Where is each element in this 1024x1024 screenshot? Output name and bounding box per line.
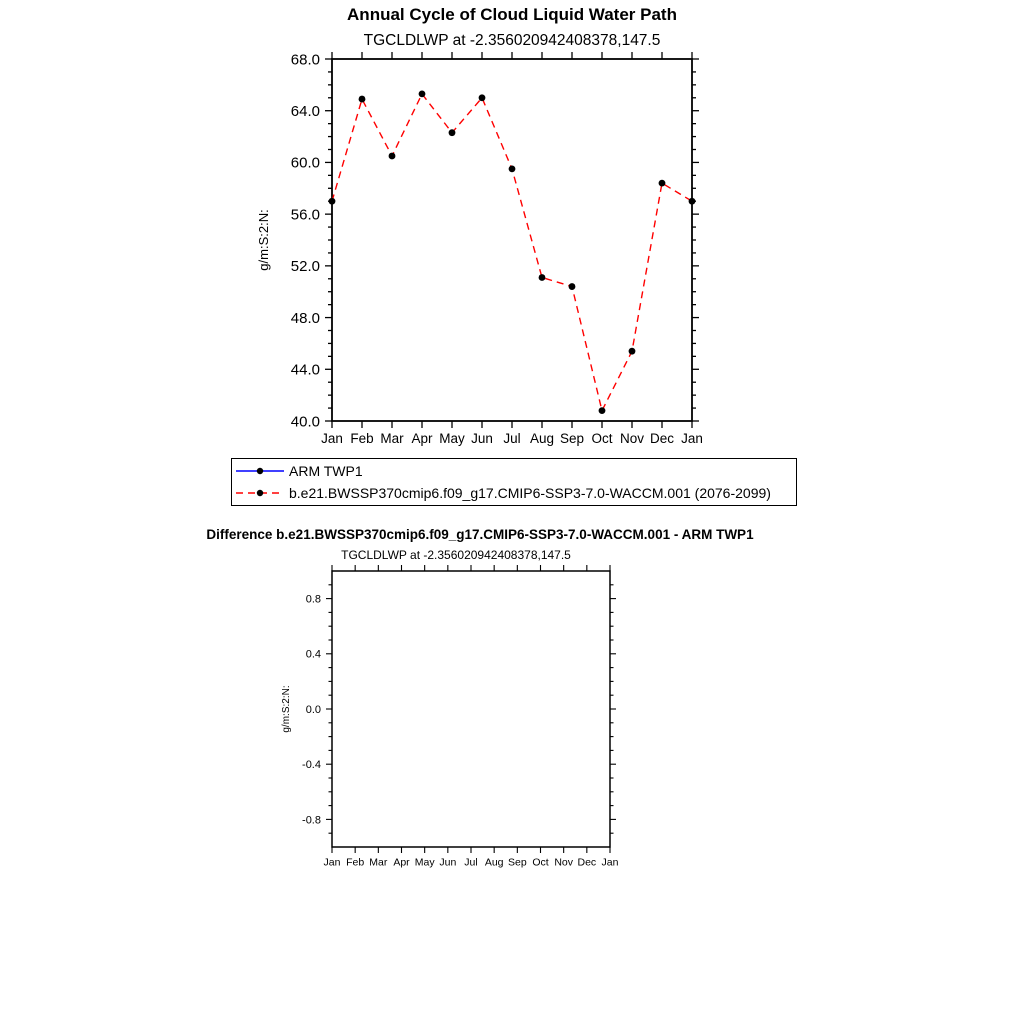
y-tick-label: 0.0 — [305, 703, 321, 716]
legend-marker-model-icon — [257, 490, 263, 496]
data-point-marker — [359, 96, 366, 103]
data-point-marker — [659, 180, 666, 187]
x-tick-label: Sep — [559, 430, 585, 446]
chart2-subtitle: TGCLDLWP at -2.356020942408378,147.5 — [341, 548, 571, 562]
x-tick-label: Oct — [532, 856, 549, 869]
x-tick-label: Apr — [411, 430, 433, 446]
x-tick-label: May — [414, 856, 435, 869]
x-tick-label: Feb — [350, 430, 374, 446]
data-point-marker — [599, 407, 606, 414]
data-point-marker — [419, 91, 426, 98]
y-tick-label: 0.4 — [305, 648, 321, 661]
y-tick-label: 68.0 — [290, 51, 320, 69]
y-tick-label: -0.4 — [302, 759, 321, 772]
x-tick-label: Feb — [346, 856, 365, 869]
plot-frame — [332, 571, 610, 847]
data-point-marker — [569, 283, 576, 290]
data-point-marker — [689, 198, 696, 205]
data-point-marker — [479, 94, 486, 101]
y-tick-label: 60.0 — [290, 154, 320, 172]
data-point-marker — [389, 153, 396, 160]
legend-label-arm-twp1: ARM TWP1 — [289, 463, 363, 479]
chart1-subtitle: TGCLDLWP at -2.356020942408378,147.5 — [363, 32, 661, 49]
data-point-marker — [539, 274, 546, 281]
annual-cycle-plot — [256, 51, 703, 446]
x-tick-label: Jun — [439, 856, 457, 869]
x-tick-label: Nov — [619, 430, 645, 446]
y-tick-label: 40.0 — [290, 413, 320, 431]
x-tick-label: May — [439, 430, 465, 446]
y-tick-label: 0.8 — [305, 593, 321, 606]
x-tick-label: Dec — [577, 856, 597, 869]
legend-line-dashed-icon — [234, 486, 286, 500]
y-tick-label: -0.8 — [302, 814, 321, 827]
legend-line-solid-icon — [234, 464, 286, 478]
data-point-marker — [629, 348, 636, 355]
x-tick-label: Jul — [464, 856, 478, 869]
x-tick-label: Apr — [393, 856, 410, 869]
x-tick-label: Aug — [484, 856, 504, 869]
x-tick-label: Oct — [591, 430, 613, 446]
x-tick-label: Jan — [601, 856, 619, 869]
x-tick-label: Nov — [554, 856, 574, 869]
y-tick-label: 64.0 — [290, 102, 320, 120]
legend-marker-arm-icon — [257, 468, 263, 474]
data-point-marker — [509, 165, 516, 172]
y-tick-label: 52.0 — [290, 258, 320, 276]
y-tick-label: 48.0 — [290, 309, 320, 327]
x-tick-label: Jan — [321, 430, 343, 446]
chart2-title: Difference b.e21.BWSSP370cmip6.f09_g17.CMIP6-SSP3-7.0-WACCM.001 - ARM TWP1 — [206, 527, 754, 542]
data-point-marker — [449, 129, 456, 136]
x-tick-label: Jul — [503, 430, 521, 446]
x-tick-label: Sep — [507, 856, 527, 869]
y-tick-label: 56.0 — [290, 206, 320, 224]
series-line-1 — [332, 94, 692, 411]
difference-plot — [281, 565, 619, 868]
x-tick-label: Jun — [471, 430, 493, 446]
chart1-title: Annual Cycle of Cloud Liquid Water Path — [347, 5, 677, 24]
x-tick-label: Jan — [681, 430, 703, 446]
legend-item-arm-twp1 — [234, 460, 796, 482]
y-axis-label: g/m:S:2:N: — [256, 209, 271, 271]
y-tick-label: 44.0 — [290, 361, 320, 379]
x-tick-label: Dec — [649, 430, 675, 446]
x-tick-label: Aug — [529, 430, 555, 446]
plot-frame — [332, 59, 692, 421]
y-axis-label: g/m:S:2:N: — [281, 685, 292, 733]
x-tick-label: Mar — [380, 430, 404, 446]
legend-label-model: b.e21.BWSSP370cmip6.f09_g17.CMIP6-SSP3-7.0-WACCM.001 (2076-2099) — [289, 485, 771, 501]
legend-item-model — [234, 482, 796, 504]
legend-box — [231, 458, 797, 506]
x-tick-label: Mar — [369, 856, 388, 869]
data-point-marker — [329, 198, 336, 205]
x-tick-label: Jan — [323, 856, 341, 869]
